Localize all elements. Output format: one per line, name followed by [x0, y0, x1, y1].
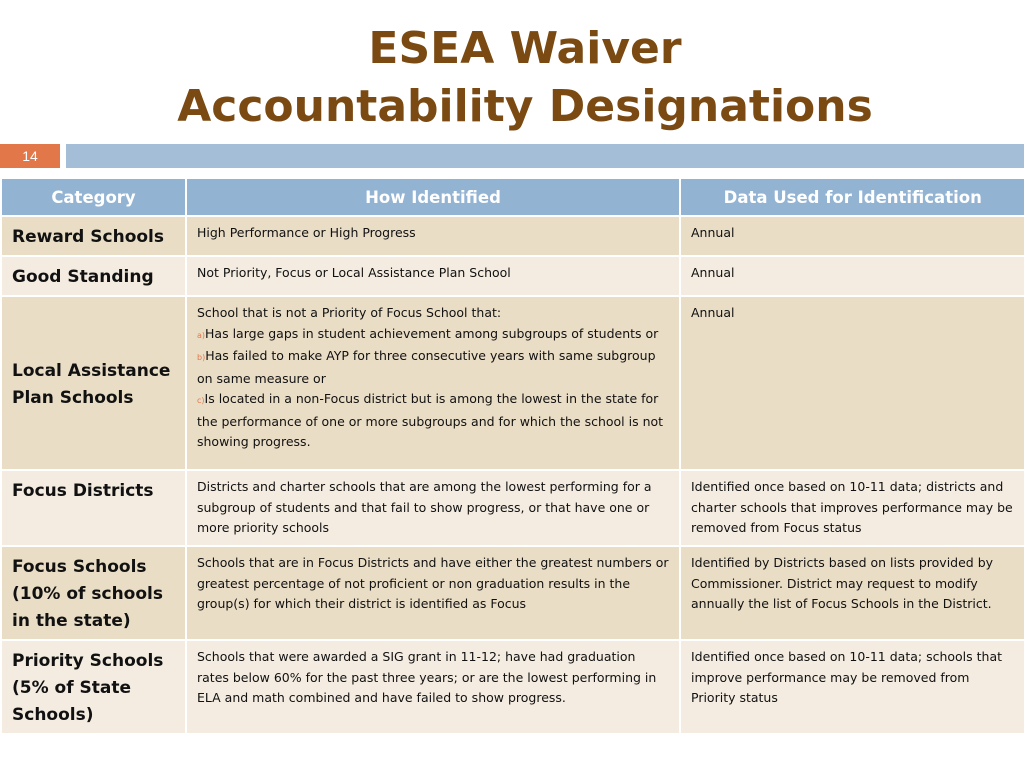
table-row: [1, 256, 1024, 296]
criteria-marker: b): [197, 353, 206, 362]
how-identified-cell: Schools that were awarded a SIG grant in 11-12; have had graduation rates below 60% for the past three years; or are the lowest performing in ELA and math combined and have failed to show progress.: [186, 640, 680, 734]
criteria-text: Has failed to make AYP for three consecutive years with same subgroup on same measure or: [197, 348, 656, 386]
criteria-item: [197, 324, 669, 347]
header-how-identified: How Identified: [186, 179, 680, 217]
category-cell: Focus Districts: [1, 470, 186, 546]
how-identified-cell: High Performance or High Progress: [186, 216, 680, 256]
title-line-1: ESEA Waiver: [368, 23, 682, 74]
criteria-item: [197, 346, 669, 389]
data-used-cell: Annual: [680, 216, 1024, 256]
category-cell: Local Assistance Plan Schools: [1, 296, 186, 470]
table-header-row: [1, 179, 1024, 217]
how-identified-cell: Schools that are in Focus Districts and have either the greatest numbers or greatest percentage of not proficient or non graduation results in the group(s) for which their district is identified as Focus: [186, 546, 680, 640]
data-used-cell: Identified once based on 10-11 data; schools that improve performance may be removed from Priority status: [680, 640, 1024, 734]
category-cell: Good Standing: [1, 256, 186, 296]
how-identified-cell: [186, 296, 680, 470]
how-identified-cell: Not Priority, Focus or Local Assistance Plan School: [186, 256, 680, 296]
data-used-cell: Identified once based on 10-11 data; districts and charter schools that improves performance may be removed from Focus status: [680, 470, 1024, 546]
designations-table: [0, 178, 1024, 735]
criteria-text: Is located in a non-Focus district but is among the lowest in the state for the performance of one or more subgroups and for which the school is not showing progress.: [197, 391, 664, 449]
criteria-intro: School that is not a Priority of Focus School that:: [197, 305, 502, 320]
data-used-cell: Identified by Districts based on lists provided by Commissioner. District may request to modify annually the list of Focus Schools in the District.: [680, 546, 1024, 640]
slide-title: [0, 20, 1024, 136]
slide-number: 14: [0, 144, 60, 168]
criteria-item: [197, 389, 669, 453]
header-category: Category: [1, 179, 186, 217]
table-row: [1, 640, 1024, 734]
table-row: [1, 470, 1024, 546]
data-used-cell: Annual: [680, 296, 1024, 470]
table-row: [1, 546, 1024, 640]
how-identified-cell: Districts and charter schools that are among the lowest performing for a subgroup of students and that fail to show progress, or that have one or more priority schools: [186, 470, 680, 546]
title-divider-bar: [66, 144, 1024, 168]
title-line-2: Accountability Designations: [177, 81, 873, 132]
category-cell: Reward Schools: [1, 216, 186, 256]
data-used-cell: Annual: [680, 256, 1024, 296]
criteria-marker: c): [197, 396, 205, 405]
category-cell: Priority Schools (5% of State Schools): [1, 640, 186, 734]
criteria-marker: a): [197, 330, 206, 340]
table-row: [1, 216, 1024, 256]
header-data-used: Data Used for Identification: [680, 179, 1024, 217]
criteria-text: Has large gaps in student achievement among subgroups of students or: [205, 325, 659, 341]
category-cell: Focus Schools (10% of schools in the state): [1, 546, 186, 640]
table-row: [1, 296, 1024, 470]
